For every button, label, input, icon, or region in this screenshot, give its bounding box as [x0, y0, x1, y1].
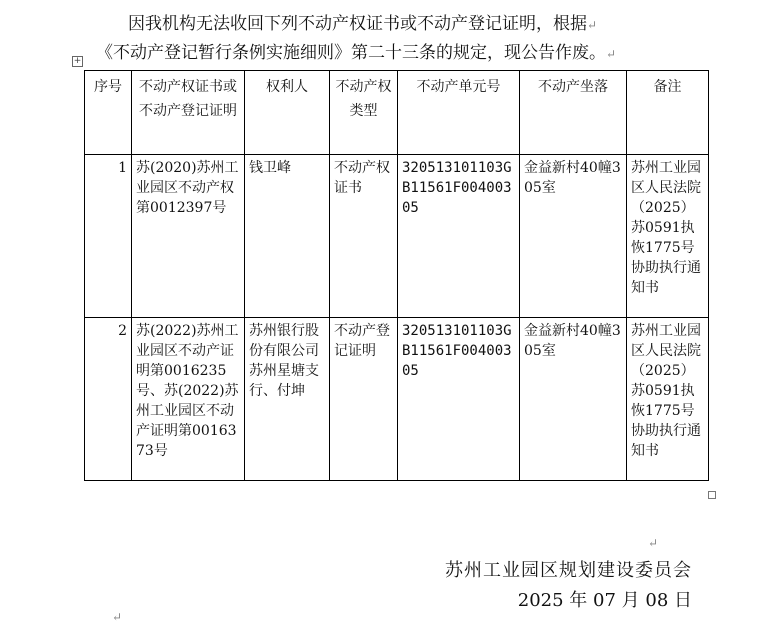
paragraph-mark-icon: ↵: [648, 536, 659, 550]
table-row: [85, 318, 709, 481]
location-cell: 金益新村40幢305室: [520, 318, 627, 481]
table-header-row: [85, 71, 709, 155]
table-resize-handle-icon[interactable]: [708, 491, 716, 499]
header-cell: 不动产单元号: [398, 71, 520, 155]
row-number: 1: [85, 155, 132, 318]
type-cell: 不动产登记证明: [330, 318, 398, 481]
paragraph-mark-icon: ↵: [587, 18, 598, 32]
header-cell: 序号: [85, 71, 132, 155]
location-cell: 金益新村40幢305室: [520, 155, 627, 318]
type-cell: 不动产权证书: [330, 155, 398, 318]
holder-cell: 钱卫峰: [245, 155, 330, 318]
header-cell: 不动产权证书或不动产登记证明: [132, 71, 245, 155]
announcement-intro: [96, 10, 736, 68]
holder-cell: 苏州银行股份有限公司苏州星塘支行、付坤: [245, 318, 330, 481]
header-cell: 不动产坐落: [520, 71, 627, 155]
paragraph-mark-icon: ↵: [112, 610, 123, 624]
remark-cell: 苏州工业园区人民法院（2025）苏0591执恢1775号协助执行通知书: [627, 318, 709, 481]
unit-number-cell: 320513101103GB11561F00400305: [398, 318, 520, 481]
header-cell: 备注: [627, 71, 709, 155]
row-number: 2: [85, 318, 132, 481]
paragraph-mark-icon: ↵: [606, 47, 617, 61]
unit-number-cell: 320513101103GB11561F00400305: [398, 155, 520, 318]
remark-cell: 苏州工业园区人民法院（2025）苏0591执恢1775号协助执行通知书: [627, 155, 709, 318]
intro-line-1: 因我机构无法收回下列不动产权证书或不动产登记证明，根据: [128, 14, 587, 34]
table-move-handle-icon[interactable]: +: [73, 56, 82, 66]
table-row: [85, 155, 709, 318]
header-cell: 不动产权类型: [330, 71, 398, 155]
issuing-organization: 苏州工业园区规划建设委员会: [445, 560, 692, 581]
issue-date: 2025 年 07 月 08 日: [517, 590, 692, 611]
intro-line-2: 《不动产登记暂行条例实施细则》第二十三条的规定，现公告作废。: [96, 43, 606, 63]
certificate-table: [84, 70, 709, 481]
certificate-cell: 苏(2022)苏州工业园区不动产证明第0016235号、苏(2022)苏州工业园区不动产证明第0016373号: [132, 318, 245, 481]
header-cell: 权利人: [245, 71, 330, 155]
certificate-cell: 苏(2020)苏州工业园区不动产权第0012397号: [132, 155, 245, 318]
